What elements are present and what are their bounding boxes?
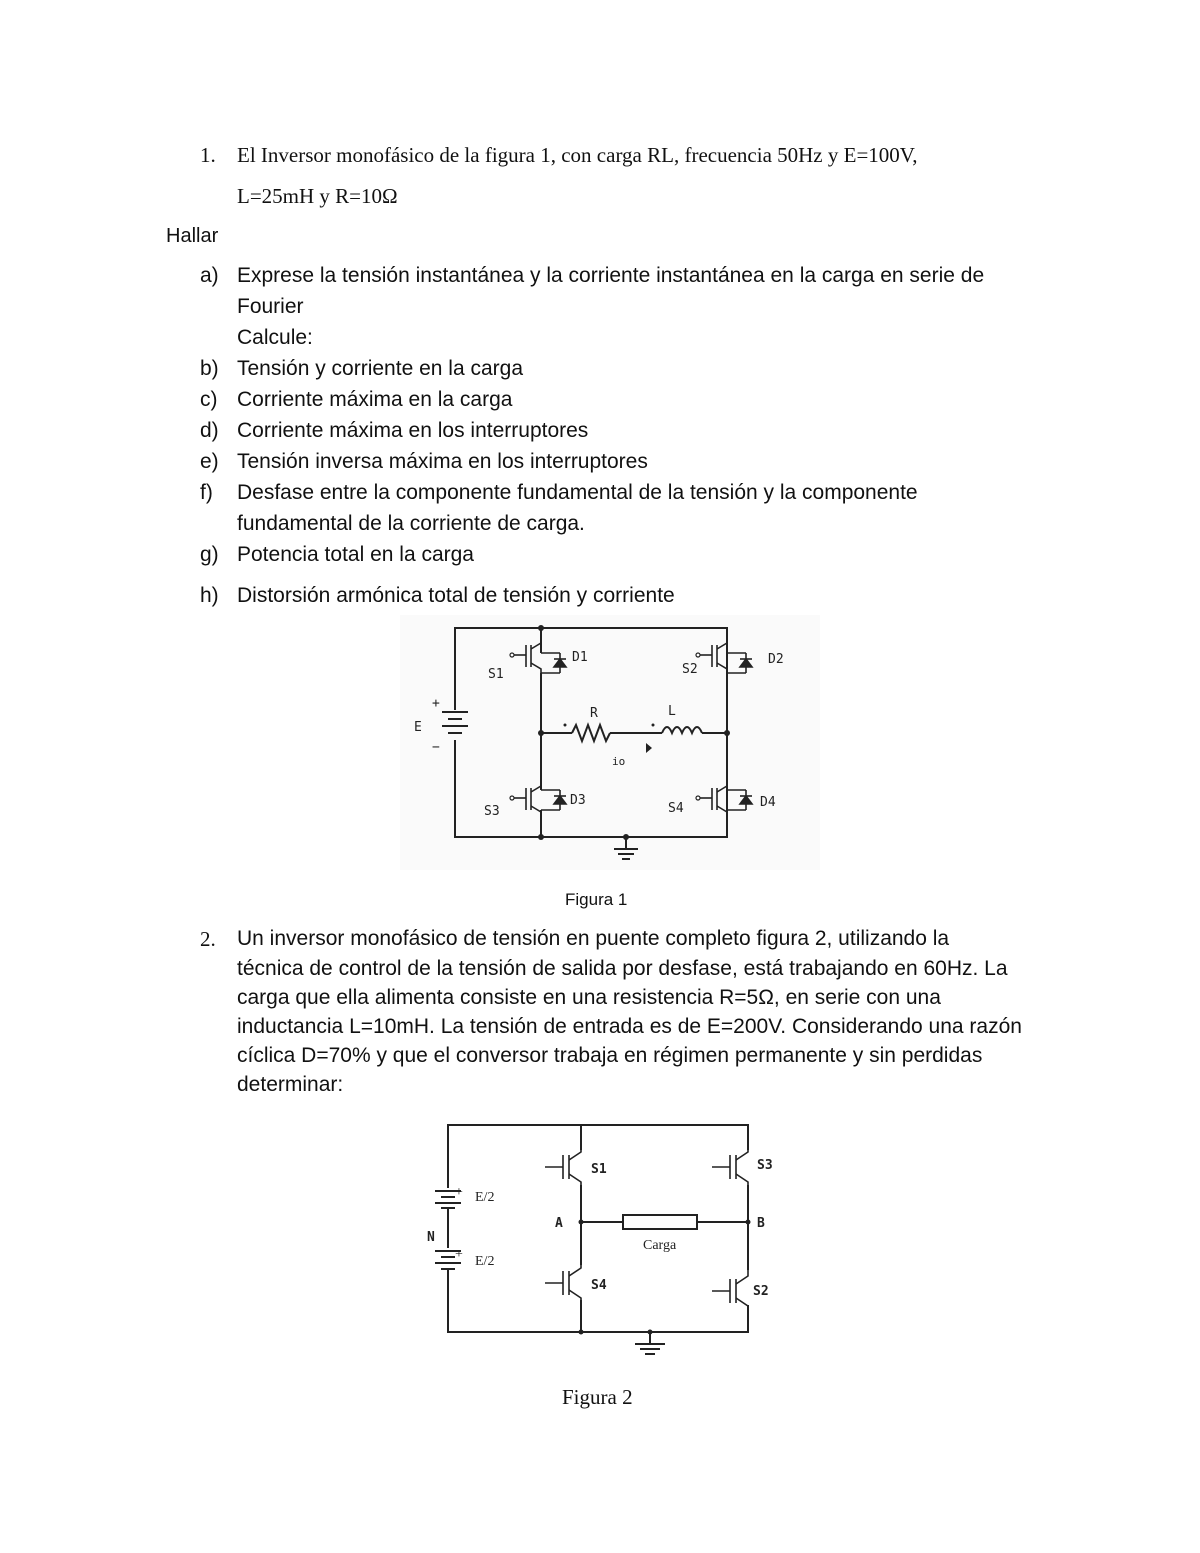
question-2-number: 2.	[200, 927, 216, 951]
item-text: Corriente máxima en la carga	[237, 388, 513, 411]
io-label: io	[612, 755, 626, 768]
s1-label: S1	[488, 667, 504, 682]
s3-label: S3	[484, 804, 500, 819]
node-n-label: N	[427, 1230, 435, 1245]
e-half-top-label: E/2	[475, 1190, 495, 1205]
question-1-number: 1.	[200, 143, 216, 167]
e-label: E	[414, 720, 422, 735]
item-letter: a)	[200, 264, 219, 287]
item-text: Fourier	[237, 295, 304, 318]
item-text: Desfase entre la componente fundamental de la tensión y la componente	[237, 481, 918, 504]
d1-label: D1	[572, 650, 588, 665]
item-text: Tensión y corriente en la carga	[237, 357, 523, 380]
node-b-label: B	[757, 1216, 765, 1231]
s4-label: S4	[591, 1278, 607, 1293]
item-letter: f)	[200, 481, 213, 504]
figure-2-caption: Figura 2	[562, 1385, 633, 1409]
question-2-line: Un inversor monofásico de tensión en puente completo figura 2, utilizando la	[237, 927, 950, 950]
figure-1-circuit	[400, 615, 820, 870]
d4-label: D4	[760, 795, 776, 810]
d2-label: D2	[768, 652, 784, 667]
question-1-line-1: El Inversor monofásico de la figura 1, con carga RL, frecuencia 50Hz y E=100V,	[237, 143, 918, 167]
s2-label: S2	[682, 662, 698, 677]
s4-label: S4	[668, 801, 684, 816]
s2-label: S2	[753, 1284, 769, 1299]
s1-label: S1	[591, 1162, 607, 1177]
item-letter: d)	[200, 419, 219, 442]
figure-2-circuit	[415, 1115, 795, 1365]
l-label: L	[668, 704, 676, 719]
minus-label: −	[432, 740, 440, 755]
item-letter: g)	[200, 543, 219, 566]
item-text: fundamental de la corriente de carga.	[237, 512, 585, 535]
item-letter: h)	[200, 584, 219, 607]
question-2-line: determinar:	[237, 1073, 344, 1096]
item-letter: b)	[200, 357, 219, 380]
e-half-bottom-label: E/2	[475, 1254, 495, 1269]
item-letter: e)	[200, 450, 219, 473]
figure-1-caption: Figura 1	[565, 890, 628, 909]
d3-label: D3	[570, 793, 586, 808]
question-2-line: cíclica D=70% y que el conversor trabaja en régimen permanente y sin perdidas	[237, 1044, 983, 1067]
item-text: Distorsión armónica total de tensión y corriente	[237, 584, 675, 607]
item-text: Potencia total en la carga	[237, 543, 474, 566]
question-1-line-2: L=25mH y R=10Ω	[237, 184, 398, 208]
hallar-heading: Hallar	[166, 225, 219, 247]
plus-bottom-label: +	[455, 1247, 463, 1262]
r-label: R	[590, 706, 598, 721]
item-text: Exprese la tensión instantánea y la corriente instantánea en la carga en serie de	[237, 264, 985, 287]
item-text: Calcule:	[237, 326, 313, 349]
question-2-line: técnica de control de la tensión de salida por desfase, está trabajando en 60Hz. La	[237, 957, 1008, 980]
item-letter: c)	[200, 388, 218, 411]
plus-label: +	[432, 696, 440, 711]
item-text: Tensión inversa máxima en los interruptores	[237, 450, 648, 473]
node-a-label: A	[555, 1216, 563, 1231]
question-2-line: inductancia L=10mH. La tensión de entrada es de E=200V. Considerando una razón	[237, 1015, 1022, 1038]
plus-top-label: +	[455, 1185, 463, 1200]
carga-label: Carga	[643, 1238, 677, 1253]
item-text: Corriente máxima en los interruptores	[237, 419, 589, 442]
question-2-line: carga que ella alimenta consiste en una resistencia R=5Ω, en serie con una	[237, 986, 941, 1009]
s3-label: S3	[757, 1158, 773, 1173]
